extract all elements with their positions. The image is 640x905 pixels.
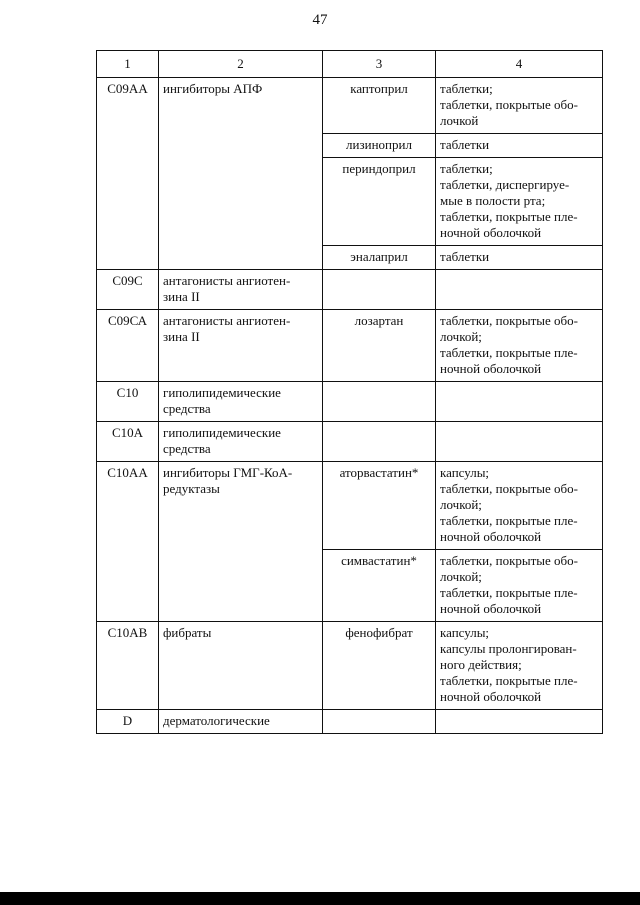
group-name-line: антагонисты ангиотен-: [163, 313, 291, 328]
table-row: [97, 310, 603, 382]
group-name-line: фибраты: [163, 625, 212, 640]
dosage-form-line: таблетки, покрытые пле-: [440, 585, 578, 600]
drug-name-cell: [323, 422, 436, 462]
group-name-cell: [159, 422, 323, 462]
drug-name-cell: аторвастатин*: [323, 462, 436, 550]
group-name-cell: [159, 622, 323, 710]
table-row: [97, 78, 603, 134]
dosage-form-line: таблетки: [440, 137, 490, 152]
dosage-form-line: лочкой;: [440, 569, 482, 584]
dosage-form-line: лочкой: [440, 113, 479, 128]
drug-table: [96, 50, 603, 734]
table-header-row: [97, 51, 603, 78]
dosage-form-line: таблетки: [440, 249, 490, 264]
table-body: [97, 78, 603, 734]
drug-name-cell: фенофибрат: [323, 622, 436, 710]
dosage-form-line: таблетки, покрытые пле-: [440, 673, 578, 688]
dosage-form-cell: [436, 78, 603, 134]
drug-name-cell: [323, 270, 436, 310]
drug-name-cell: лизиноприл: [323, 134, 436, 158]
group-name-line: зина II: [163, 289, 200, 304]
group-name-line: редуктазы: [163, 481, 220, 496]
group-name-cell: [159, 382, 323, 422]
dosage-form-cell: [436, 134, 603, 158]
table-row: [97, 710, 603, 734]
dosage-form-line: ного действия;: [440, 657, 522, 672]
group-name-line: гиполипидемические: [163, 385, 281, 400]
column-header: 2: [159, 51, 323, 78]
dosage-form-line: ночной оболочкой: [440, 529, 542, 544]
group-name-line: средства: [163, 401, 211, 416]
dosage-form-cell: [436, 270, 603, 310]
atc-code-cell: С10: [97, 382, 159, 422]
group-name-cell: [159, 710, 323, 734]
dosage-form-line: лочкой;: [440, 497, 482, 512]
group-name-line: ингибиторы ГМГ-КоА-: [163, 465, 293, 480]
dosage-form-line: таблетки, покрытые пле-: [440, 209, 578, 224]
group-name-line: ингибиторы АПФ: [163, 81, 263, 96]
atc-code-cell: С10АА: [97, 462, 159, 622]
dosage-form-line: таблетки;: [440, 161, 493, 176]
group-name-cell: [159, 270, 323, 310]
dosage-form-line: таблетки, покрытые обо-: [440, 553, 578, 568]
scan-edge-bar: [0, 892, 640, 905]
drug-name-cell: [323, 382, 436, 422]
group-name-line: дерматологические: [163, 713, 270, 728]
dosage-form-line: таблетки, покрытые обо-: [440, 313, 578, 328]
dosage-form-cell: [436, 422, 603, 462]
group-name-cell: [159, 78, 323, 270]
dosage-form-cell: [436, 462, 603, 550]
group-name-line: зина II: [163, 329, 200, 344]
drug-name-cell: эналаприл: [323, 246, 436, 270]
dosage-form-line: таблетки, диспергируе-: [440, 177, 570, 192]
dosage-form-line: ночной оболочкой: [440, 225, 542, 240]
atc-code-cell: С09АА: [97, 78, 159, 270]
group-name-line: средства: [163, 441, 211, 456]
dosage-form-line: таблетки, покрытые обо-: [440, 481, 578, 496]
dosage-form-line: ночной оболочкой: [440, 689, 542, 704]
page-number: 47: [312, 12, 328, 28]
dosage-form-line: капсулы;: [440, 465, 490, 480]
table-row: [97, 422, 603, 462]
atc-code-cell: С09СА: [97, 310, 159, 382]
drug-name-cell: каптоприл: [323, 78, 436, 134]
dosage-form-cell: [436, 310, 603, 382]
dosage-form-cell: [436, 622, 603, 710]
dosage-form-cell: [436, 382, 603, 422]
drug-name-cell: периндоприл: [323, 158, 436, 246]
dosage-form-cell: [436, 710, 603, 734]
atc-code-cell: D: [97, 710, 159, 734]
dosage-form-line: лочкой;: [440, 329, 482, 344]
group-name-line: антагонисты ангиотен-: [163, 273, 291, 288]
table-row: [97, 270, 603, 310]
column-header: 4: [436, 51, 603, 78]
group-name-cell: [159, 310, 323, 382]
dosage-form-cell: [436, 550, 603, 622]
table-row: [97, 382, 603, 422]
dosage-form-line: капсулы;: [440, 625, 490, 640]
dosage-form-line: таблетки;: [440, 81, 493, 96]
column-header: 1: [97, 51, 159, 78]
drug-name-cell: симвастатин*: [323, 550, 436, 622]
dosage-form-line: ночной оболочкой: [440, 601, 542, 616]
dosage-form-line: ночной оболочкой: [440, 361, 542, 376]
dosage-form-cell: [436, 246, 603, 270]
table-row: [97, 622, 603, 710]
dosage-form-line: таблетки, покрытые пле-: [440, 345, 578, 360]
dosage-form-line: мые в полости рта;: [440, 193, 546, 208]
dosage-form-cell: [436, 158, 603, 246]
drug-name-cell: лозартан: [323, 310, 436, 382]
atc-code-cell: С10А: [97, 422, 159, 462]
dosage-form-line: таблетки, покрытые пле-: [440, 513, 578, 528]
atc-code-cell: С09С: [97, 270, 159, 310]
group-name-cell: [159, 462, 323, 622]
column-header: 3: [323, 51, 436, 78]
table-row: [97, 462, 603, 550]
atc-code-cell: С10АВ: [97, 622, 159, 710]
group-name-line: гиполипидемические: [163, 425, 281, 440]
dosage-form-line: капсулы пролонгирован-: [440, 641, 577, 656]
dosage-form-line: таблетки, покрытые обо-: [440, 97, 578, 112]
drug-name-cell: [323, 710, 436, 734]
